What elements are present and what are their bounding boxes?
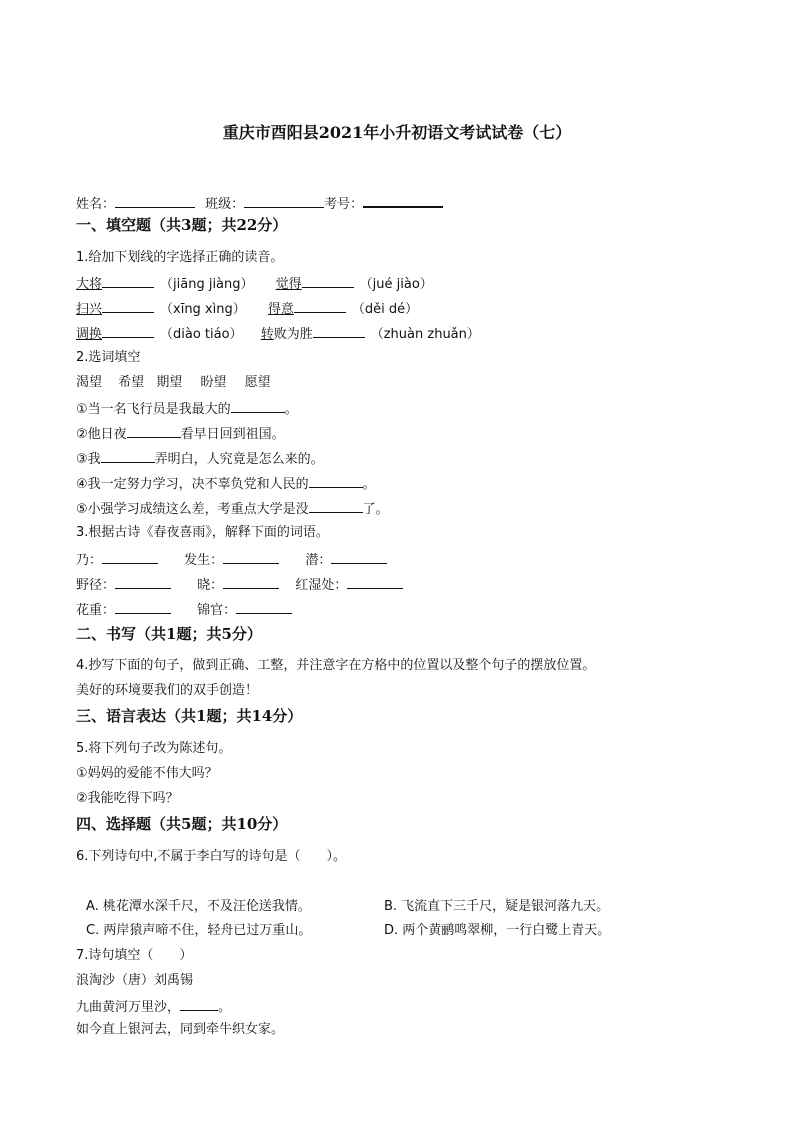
q2-stem: 2.选词填空 xyxy=(76,350,141,365)
q7-blank[interactable] xyxy=(180,998,218,1011)
q3-blank-5[interactable] xyxy=(223,576,279,589)
q2-sentence-5 xyxy=(76,500,389,518)
q1-pinyin-3: （xīng xìng） xyxy=(160,302,246,317)
q2-s5-end: 了。 xyxy=(362,502,389,517)
q1-blank-6[interactable] xyxy=(313,325,365,338)
q7-line-2-end: 。 xyxy=(218,1000,232,1015)
q2-s2-text: ②他日夜 xyxy=(76,427,127,442)
q2-blank-1[interactable] xyxy=(231,400,285,413)
q1-pinyin-2: （jué jiào） xyxy=(359,277,433,292)
q2-sentence-3 xyxy=(76,450,324,468)
class-field[interactable] xyxy=(244,195,324,208)
q1-word-6: 转 xyxy=(260,327,274,342)
q2-s1-text: ①当一名飞行员是我最大的 xyxy=(76,402,231,417)
student-info xyxy=(76,194,443,213)
q3-term-8: 锦官： xyxy=(197,603,237,618)
q1-pinyin-1: （jiāng jiàng） xyxy=(160,277,254,292)
q1-blank-1[interactable] xyxy=(102,275,154,288)
q2-sentence-1 xyxy=(76,400,298,418)
q2-s5-text: ⑤小强学习成绩这么差，考重点大学是没 xyxy=(76,502,309,517)
name-field[interactable] xyxy=(115,195,195,208)
q1-word-6-rest: 败为胜 xyxy=(273,327,313,342)
q1-row-1 xyxy=(76,275,433,293)
q1-blank-3[interactable] xyxy=(102,300,154,313)
q7-line-2 xyxy=(76,998,231,1016)
q5-sentence-1: ①妈妈的爱能不伟大吗？ xyxy=(76,766,218,781)
exam-no-field[interactable] xyxy=(363,194,443,208)
q7-line-3: 如今直上银河去，同到牵牛织女家。 xyxy=(76,1022,285,1037)
q2-sentence-2 xyxy=(76,425,285,443)
page-title: 重庆市酉阳县2021年小升初语文考试试卷（七） xyxy=(222,123,572,142)
q1-word-4: 得意 xyxy=(267,302,294,317)
q3-term-3: 潜： xyxy=(305,553,332,568)
q2-option-4: 盼望 xyxy=(200,375,227,390)
q2-s1-end: 。 xyxy=(284,402,298,417)
q1-stem: 1.给加下划线的字选择正确的读音。 xyxy=(76,250,284,265)
q3-blank-1[interactable] xyxy=(102,551,158,564)
q1-blank-4[interactable] xyxy=(294,300,346,313)
exam-no-label: 考号： xyxy=(324,197,364,212)
q2-option-2: 希望 xyxy=(118,375,145,390)
q2-s3-text: ③我 xyxy=(76,452,101,467)
q4-sentence: 美好的环境要我们的双手创造！ xyxy=(76,683,259,698)
q3-row-3 xyxy=(76,601,292,619)
q3-term-4: 野径： xyxy=(76,578,116,593)
q7-line-1: 浪淘沙（唐）刘禹锡 xyxy=(76,973,194,988)
q3-row-1 xyxy=(76,551,387,569)
q3-row-2 xyxy=(76,576,403,594)
q3-blank-7[interactable] xyxy=(115,601,171,614)
q1-pinyin-5: （diào tiáo） xyxy=(160,327,243,342)
name-label: 姓名： xyxy=(76,197,116,212)
q2-blank-3[interactable] xyxy=(101,450,155,463)
q2-s2-end: 看早日回到祖国。 xyxy=(180,427,285,442)
q2-options xyxy=(76,375,271,391)
q3-blank-4[interactable] xyxy=(115,576,171,589)
q3-blank-2[interactable] xyxy=(223,551,279,564)
section-4-heading: 四、选择题（共5题；共10分） xyxy=(76,815,288,833)
q3-term-7: 花重： xyxy=(76,603,116,618)
q5-stem: 5.将下列句子改为陈述句。 xyxy=(76,741,232,756)
q2-s3-end: 弄明白，人究竟是怎么来的。 xyxy=(154,452,324,467)
q1-blank-2[interactable] xyxy=(302,275,354,288)
q1-word-5: 调换 xyxy=(76,327,103,342)
q3-term-1: 乃： xyxy=(76,553,103,568)
q2-option-3: 期望 xyxy=(156,375,183,390)
q2-sentence-4 xyxy=(76,475,376,493)
q3-blank-8[interactable] xyxy=(236,601,292,614)
q2-option-1: 渴望 xyxy=(76,375,103,390)
q2-blank-2[interactable] xyxy=(127,425,181,438)
q6-option-b[interactable]: B. 飞流直下三千尺，疑是银河落九天。 xyxy=(384,899,610,914)
q2-option-5: 愿望 xyxy=(244,375,271,390)
q1-blank-5[interactable] xyxy=(102,325,154,338)
q6-option-d[interactable]: D. 两个黄鹂鸣翠柳，一行白鹭上青天。 xyxy=(384,923,611,938)
q4-stem: 4.抄写下面的句子，做到正确、工整，并注意字在方格中的位置以及整个句子的摆放位置。 xyxy=(76,658,596,673)
q5-sentence-2: ②我能吃得下吗？ xyxy=(76,791,179,806)
q6-option-a[interactable]: A. 桃花潭水深千尺，不及汪伦送我情。 xyxy=(86,899,311,914)
q1-pinyin-4: （děi dé） xyxy=(351,302,419,317)
q3-term-6: 红湿处： xyxy=(295,578,348,593)
q1-row-3 xyxy=(76,325,480,343)
class-label: 班级： xyxy=(205,197,245,212)
q2-s4-end: 。 xyxy=(362,477,376,492)
q3-blank-6[interactable] xyxy=(347,576,403,589)
q1-word-3: 扫兴 xyxy=(76,302,103,317)
section-2-heading: 二、书写（共1题；共5分） xyxy=(76,625,262,643)
q3-stem: 3.根据古诗《春夜喜雨》，解释下面的词语。 xyxy=(76,525,329,540)
q1-word-2: 觉得 xyxy=(275,277,302,292)
q2-blank-5[interactable] xyxy=(309,500,363,513)
section-1-heading: 一、填空题（共3题；共22分） xyxy=(76,216,288,234)
section-3-heading: 三、语言表达（共1题；共14分） xyxy=(76,707,303,725)
q1-row-2 xyxy=(76,300,418,318)
q3-term-2: 发生： xyxy=(184,553,224,568)
q7-line-2-text: 九曲黄河万里沙， xyxy=(76,1000,181,1015)
q2-blank-4[interactable] xyxy=(309,475,363,488)
q1-pinyin-6: （zhuàn zhuǎn） xyxy=(370,327,480,342)
q3-term-5: 晓： xyxy=(197,578,224,593)
q6-option-c[interactable]: C. 两岸猿声啼不住，轻舟已过万重山。 xyxy=(86,923,312,938)
q1-word-1: 大将 xyxy=(76,277,103,292)
q3-blank-3[interactable] xyxy=(331,551,387,564)
q6-stem: 6.下列诗句中,不属于李白写的诗句是（ ）。 xyxy=(76,849,347,864)
q2-s4-text: ④我一定努力学习，决不辜负党和人民的 xyxy=(76,477,309,492)
q7-stem: 7.诗句填空（ ） xyxy=(76,948,193,963)
